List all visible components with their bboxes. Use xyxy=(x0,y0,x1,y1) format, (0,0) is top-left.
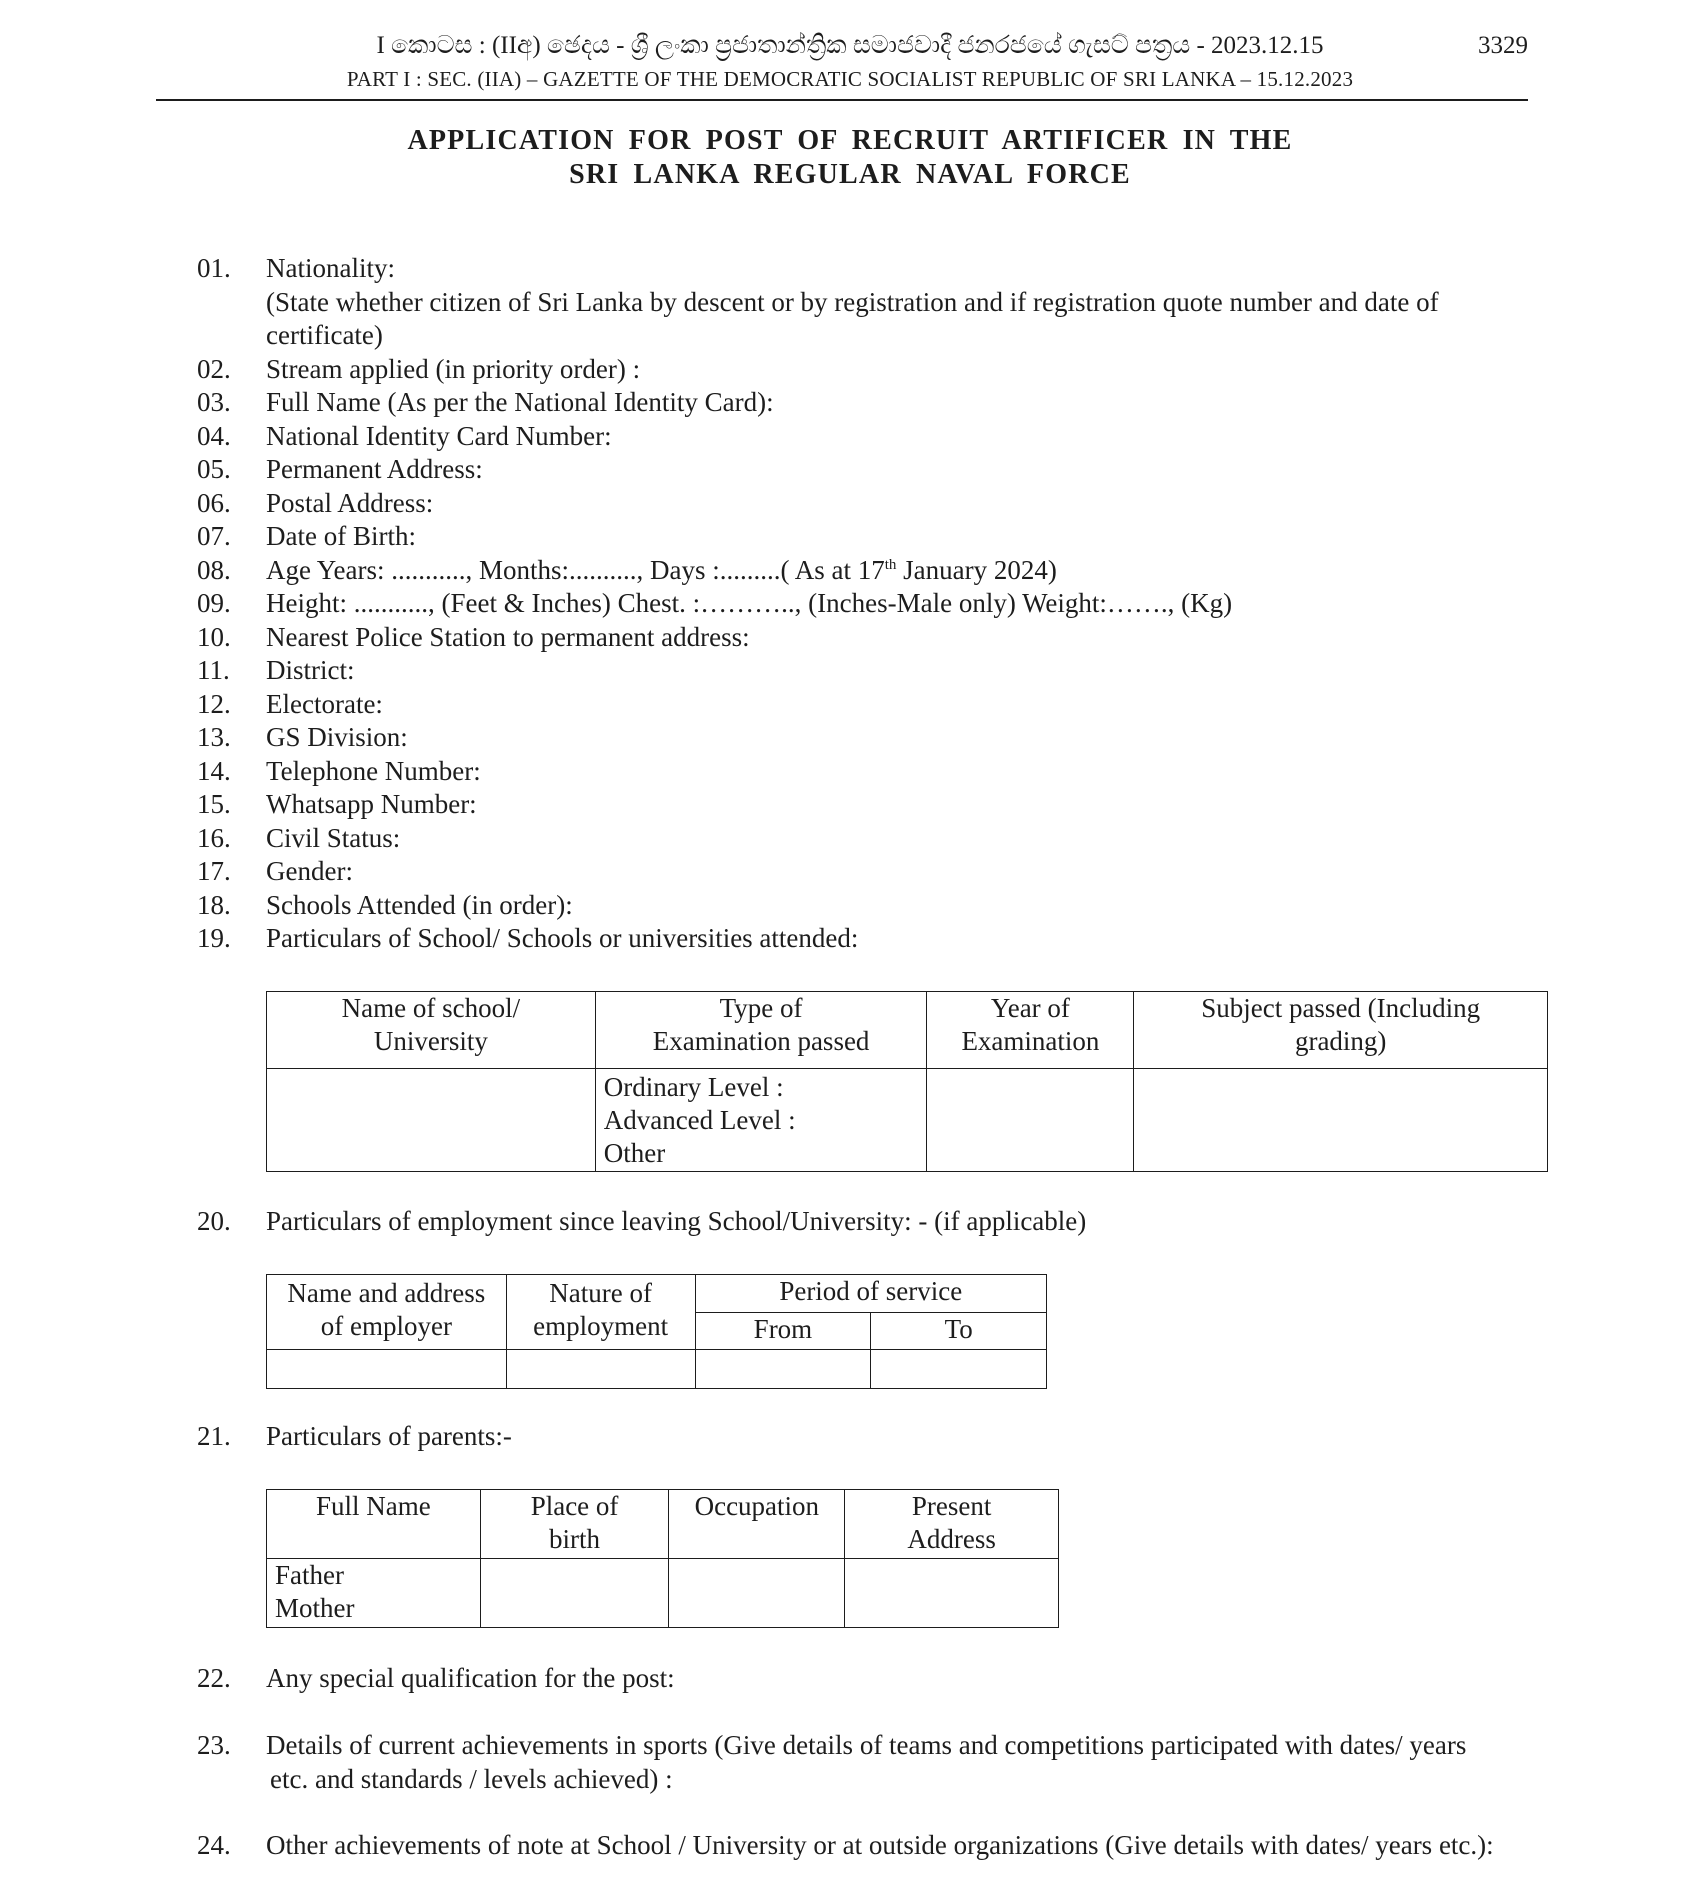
item-gs-division: 13. GS Division: xyxy=(197,722,408,752)
item-telephone: 14. Telephone Number: xyxy=(197,755,481,786)
table-header-row xyxy=(267,1490,1059,1559)
to-cell[interactable] xyxy=(871,1350,1047,1389)
employment-table xyxy=(266,1274,1047,1389)
col-exam-type: Type of Examination passed xyxy=(595,992,927,1069)
title-line-2: SRI LANKA REGULAR NAVAL FORCE xyxy=(569,159,1131,190)
col-birth-place: Place of birth xyxy=(480,1490,669,1559)
item-school-particulars: 19. Particulars of School/ Schools or universities attended: xyxy=(197,923,859,953)
item-stream: 02. Stream applied (in priority order) : xyxy=(197,353,641,384)
col-nature: Nature of employment xyxy=(506,1275,695,1350)
item-full-name: 03. Full Name (As per the National Identity Card): xyxy=(197,387,774,417)
item-date-of-birth: 07. Date of Birth: xyxy=(197,521,416,551)
item-special-qualification: 22. Any special qualification for the post: xyxy=(197,1663,675,1693)
present-address-cell[interactable] xyxy=(845,1559,1059,1628)
exam-year-cell[interactable] xyxy=(927,1069,1134,1172)
from-cell[interactable] xyxy=(695,1350,871,1389)
item-sports-achievements: 23. Details of current achievements in sports (Give details of teams and competitions participated with dates/ years etc. and standards / levels achieved) : xyxy=(197,1730,1467,1794)
exam-ordinary-level: Ordinary Level : xyxy=(603,1072,784,1102)
col-from: From xyxy=(695,1312,871,1350)
table-row xyxy=(267,1350,1047,1389)
gazette-header-english: PART I : SEC. (IIA) – GAZETTE OF THE DEMOCRATIC SOCIALIST REPUBLIC OF SRI LANKA – 15.12.2023 xyxy=(346,67,1354,91)
item-police-station: 10. Nearest Police Station to permanent address: xyxy=(197,621,750,652)
page-number: 3329 xyxy=(1478,32,1528,59)
form-items-list xyxy=(197,252,1537,956)
table-row xyxy=(267,1559,1059,1628)
item-other-achievements: 24. Other achievements of note at School / University or at outside organizations (Give details with dates/ years etc.): xyxy=(197,1830,1494,1860)
document-title xyxy=(0,124,1700,192)
col-full-name: Full Name xyxy=(267,1490,481,1559)
occupation-cell[interactable] xyxy=(669,1559,845,1628)
subjects-cell[interactable] xyxy=(1134,1069,1548,1172)
exam-advanced-level: Advanced Level : xyxy=(603,1105,796,1135)
employer-cell[interactable] xyxy=(267,1350,507,1389)
parent-name-cell xyxy=(267,1559,481,1628)
col-subjects: Subject passed (Including grading) xyxy=(1134,992,1548,1069)
col-school-name: Name of school/ University xyxy=(267,992,596,1069)
item-electorate: 12. Electorate: xyxy=(197,688,383,719)
birth-place-cell[interactable] xyxy=(480,1559,669,1628)
school-name-cell[interactable] xyxy=(267,1069,596,1172)
item-permanent-address: 05. Permanent Address: xyxy=(197,454,483,484)
col-to: To xyxy=(871,1312,1047,1350)
nature-cell[interactable] xyxy=(506,1350,695,1389)
parent-father: Father xyxy=(275,1560,344,1590)
col-period: Period of service xyxy=(695,1275,1046,1313)
parent-mother: Mother xyxy=(275,1593,355,1623)
item-civil-status: 16. Civil Status: xyxy=(197,822,401,853)
col-exam-year: Year of Examination xyxy=(927,992,1134,1069)
col-employer: Name and address of employer xyxy=(267,1275,507,1350)
item-whatsapp: 15. Whatsapp Number: xyxy=(197,789,477,819)
item-nationality: 01. Nationality: (State whether citizen of Sri Lanka by descent or by registration and if registration quote number and date of certificate) xyxy=(197,253,1439,350)
item-employment: 20. Particulars of employment since leaving School/University: - (if applicable) xyxy=(197,1206,1087,1236)
item-schools-attended: 18. Schools Attended (in order): xyxy=(197,889,573,920)
exam-type-cell xyxy=(595,1069,927,1172)
header-divider xyxy=(156,99,1528,101)
schools-table xyxy=(266,991,1548,1172)
item-gender: 17. Gender: xyxy=(197,856,353,886)
parents-table xyxy=(266,1489,1059,1628)
table-row xyxy=(267,1069,1548,1172)
item-age: 08. Age Years: ..........., Months:.........., Days :.........( As at 17th January 2024) xyxy=(197,554,1057,585)
gazette-header-sinhala: I කොටස : (IIඅ) ඡෙදය - ශ්‍රී ලංකා ප්‍රජාතාන්ත්‍රික සමාජවාදී ජනරජයේ ගැසට් පත්‍රය - 2023.12.15 xyxy=(376,32,1324,59)
item-postal-address: 06. Postal Address: xyxy=(197,487,434,518)
item-district: 11. District: xyxy=(197,655,355,685)
item-parents: 21. Particulars of parents:- xyxy=(197,1421,512,1451)
col-present-address: Present Address xyxy=(845,1490,1059,1559)
title-line-1: APPLICATION FOR POST OF RECRUIT ARTIFICER IN THE xyxy=(407,125,1293,156)
item-nic-number: 04. National Identity Card Number: xyxy=(197,420,612,451)
exam-other: Other xyxy=(603,1138,666,1168)
table-header-row xyxy=(267,1275,1047,1313)
item-height-chest-weight: 09. Height: ..........., (Feet & Inches) Chest. :……….., (Inches-Male only) Weight:……., (Kg) xyxy=(197,588,1233,618)
table-header-row xyxy=(267,992,1548,1069)
col-occupation: Occupation xyxy=(669,1490,845,1559)
